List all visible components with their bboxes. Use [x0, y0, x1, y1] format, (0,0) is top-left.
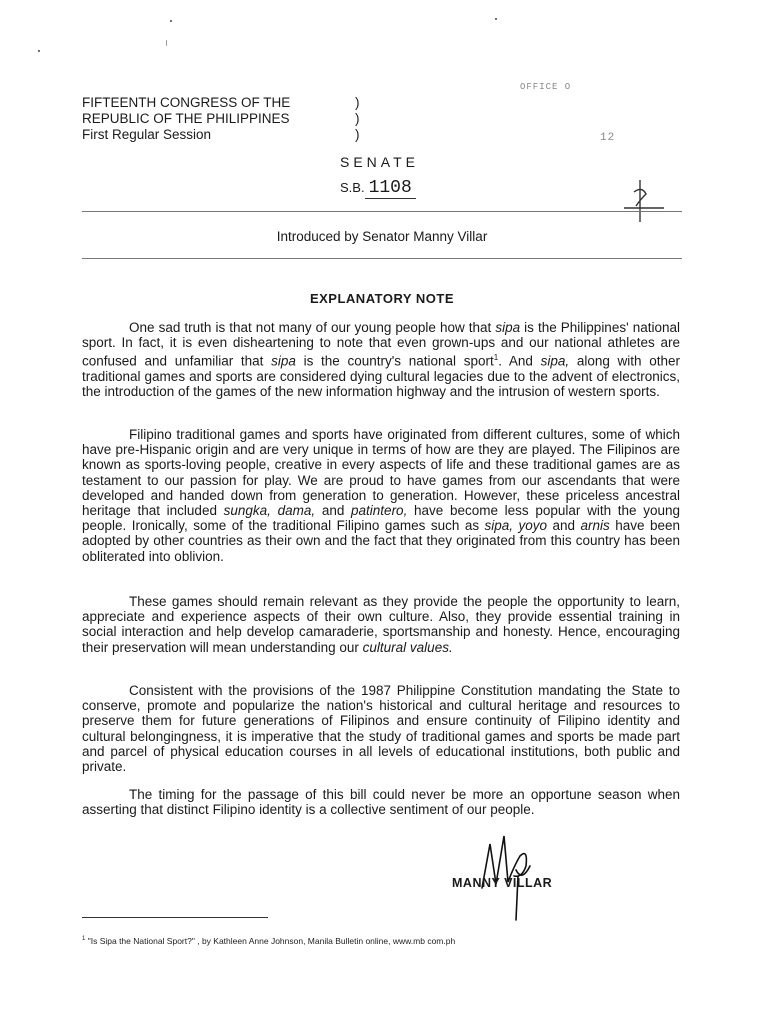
- intro-rule: [82, 258, 682, 259]
- bill-number: 1108: [365, 178, 416, 199]
- footnote-ref: 1: [493, 353, 499, 363]
- congress-line-1: FIFTEENTH CONGRESS OF THE: [82, 95, 291, 110]
- paren-1: ): [355, 95, 360, 110]
- heading-parens: [355, 95, 360, 143]
- scan-speck: [166, 40, 167, 46]
- explanatory-note-title: EXPLANATORY NOTE: [309, 291, 455, 306]
- senate-label: SENATE: [340, 154, 419, 170]
- stamp-initials-mark: [610, 178, 670, 228]
- footnote: [82, 936, 455, 946]
- footnote-rule: [82, 917, 268, 918]
- scan-speck: [170, 20, 172, 22]
- bill-prefix: S.B.: [340, 180, 365, 195]
- received-stamp-line-2: 12: [600, 132, 616, 144]
- paren-2: ): [355, 111, 360, 126]
- paragraph-1: One sad truth is that not many of our young people how that sipa is the Philippines' national sport. In fact, it is even disheartening to note that even grown-ups and our national athletes are confused and unfamiliar that sipa is the country's national sport$^1$. And sipa, along with other traditional games and sports are considered dying cultural legacies due to the advent of electronics, the introduction of the games of the new information highway and the intrusion of western sports.: [82, 320, 680, 400]
- paragraph-3: These games should remain relevant as they provide the people the opportunity to learn, appreciate and experience aspects of their own culture. Also, they provide essential training in social interaction and help develop camaraderie, sportsmanship and honesty. Hence, encouraging their preservation will mean understanding our cultural values.: [82, 594, 680, 655]
- paragraph-2: Filipino traditional games and sports have originated from different cultures, some of which have pre-Hispanic origin and are very unique in terms of how are they are played. The Filipinos are known as sports-loving people, creative in every aspects of life and these traditional games are as testament to our passion for play. We are proud to have games from our ascendants that were developed and handed down from generation to generation. However, these priceless ancestral heritage that included sungka, dama, and patintero, have become less popular with the young people. Ironically, some of the traditional Filipino games such as sipa, yoyo and arnis have been adopted by other countries as their own and the fact that they originated from this country has been obliterated into oblivion.: [82, 427, 680, 564]
- congress-heading: [82, 95, 290, 143]
- signatory-name: MANNY VILLAR: [452, 876, 553, 890]
- footnote-mark: 1: [82, 936, 86, 943]
- paragraph-5: The timing for the passage of this bill could never be more an opportune season when asserting that distinct Filipino identity is a collective sentiment of our people.: [82, 787, 680, 818]
- congress-line-2: REPUBLIC OF THE PHILIPPINES: [82, 111, 290, 126]
- introduced-by: Introduced by Senator Manny Villar: [276, 229, 488, 244]
- scan-speck: [38, 50, 40, 52]
- footnote-text: "Is Sipa the National Sport?" , by Kathleen Anne Johnson, Manila Bulletin online, www.mb com.ph: [85, 936, 456, 946]
- scan-speck: [495, 18, 497, 20]
- bill-number-line: [340, 178, 416, 198]
- handwritten-signature: [470, 826, 550, 922]
- session-line: First Regular Session: [82, 127, 212, 142]
- paragraph-4: Consistent with the provisions of the 1987 Philippine Constitution mandating the State to conserve, promote and popularize the nation's historical and cultural heritage and resources to preserve them for future generations of Filipinos and ensure continuity of Filipino identity and cultural belongingness, it is imperative that the study of traditional games and sports be made part and parcel of physical education courses in all levels of educational institutions, both public and private.: [82, 683, 680, 775]
- top-rule: [82, 211, 682, 212]
- paren-3: ): [355, 127, 360, 142]
- received-stamp-line-1: OFFICE O: [520, 82, 572, 92]
